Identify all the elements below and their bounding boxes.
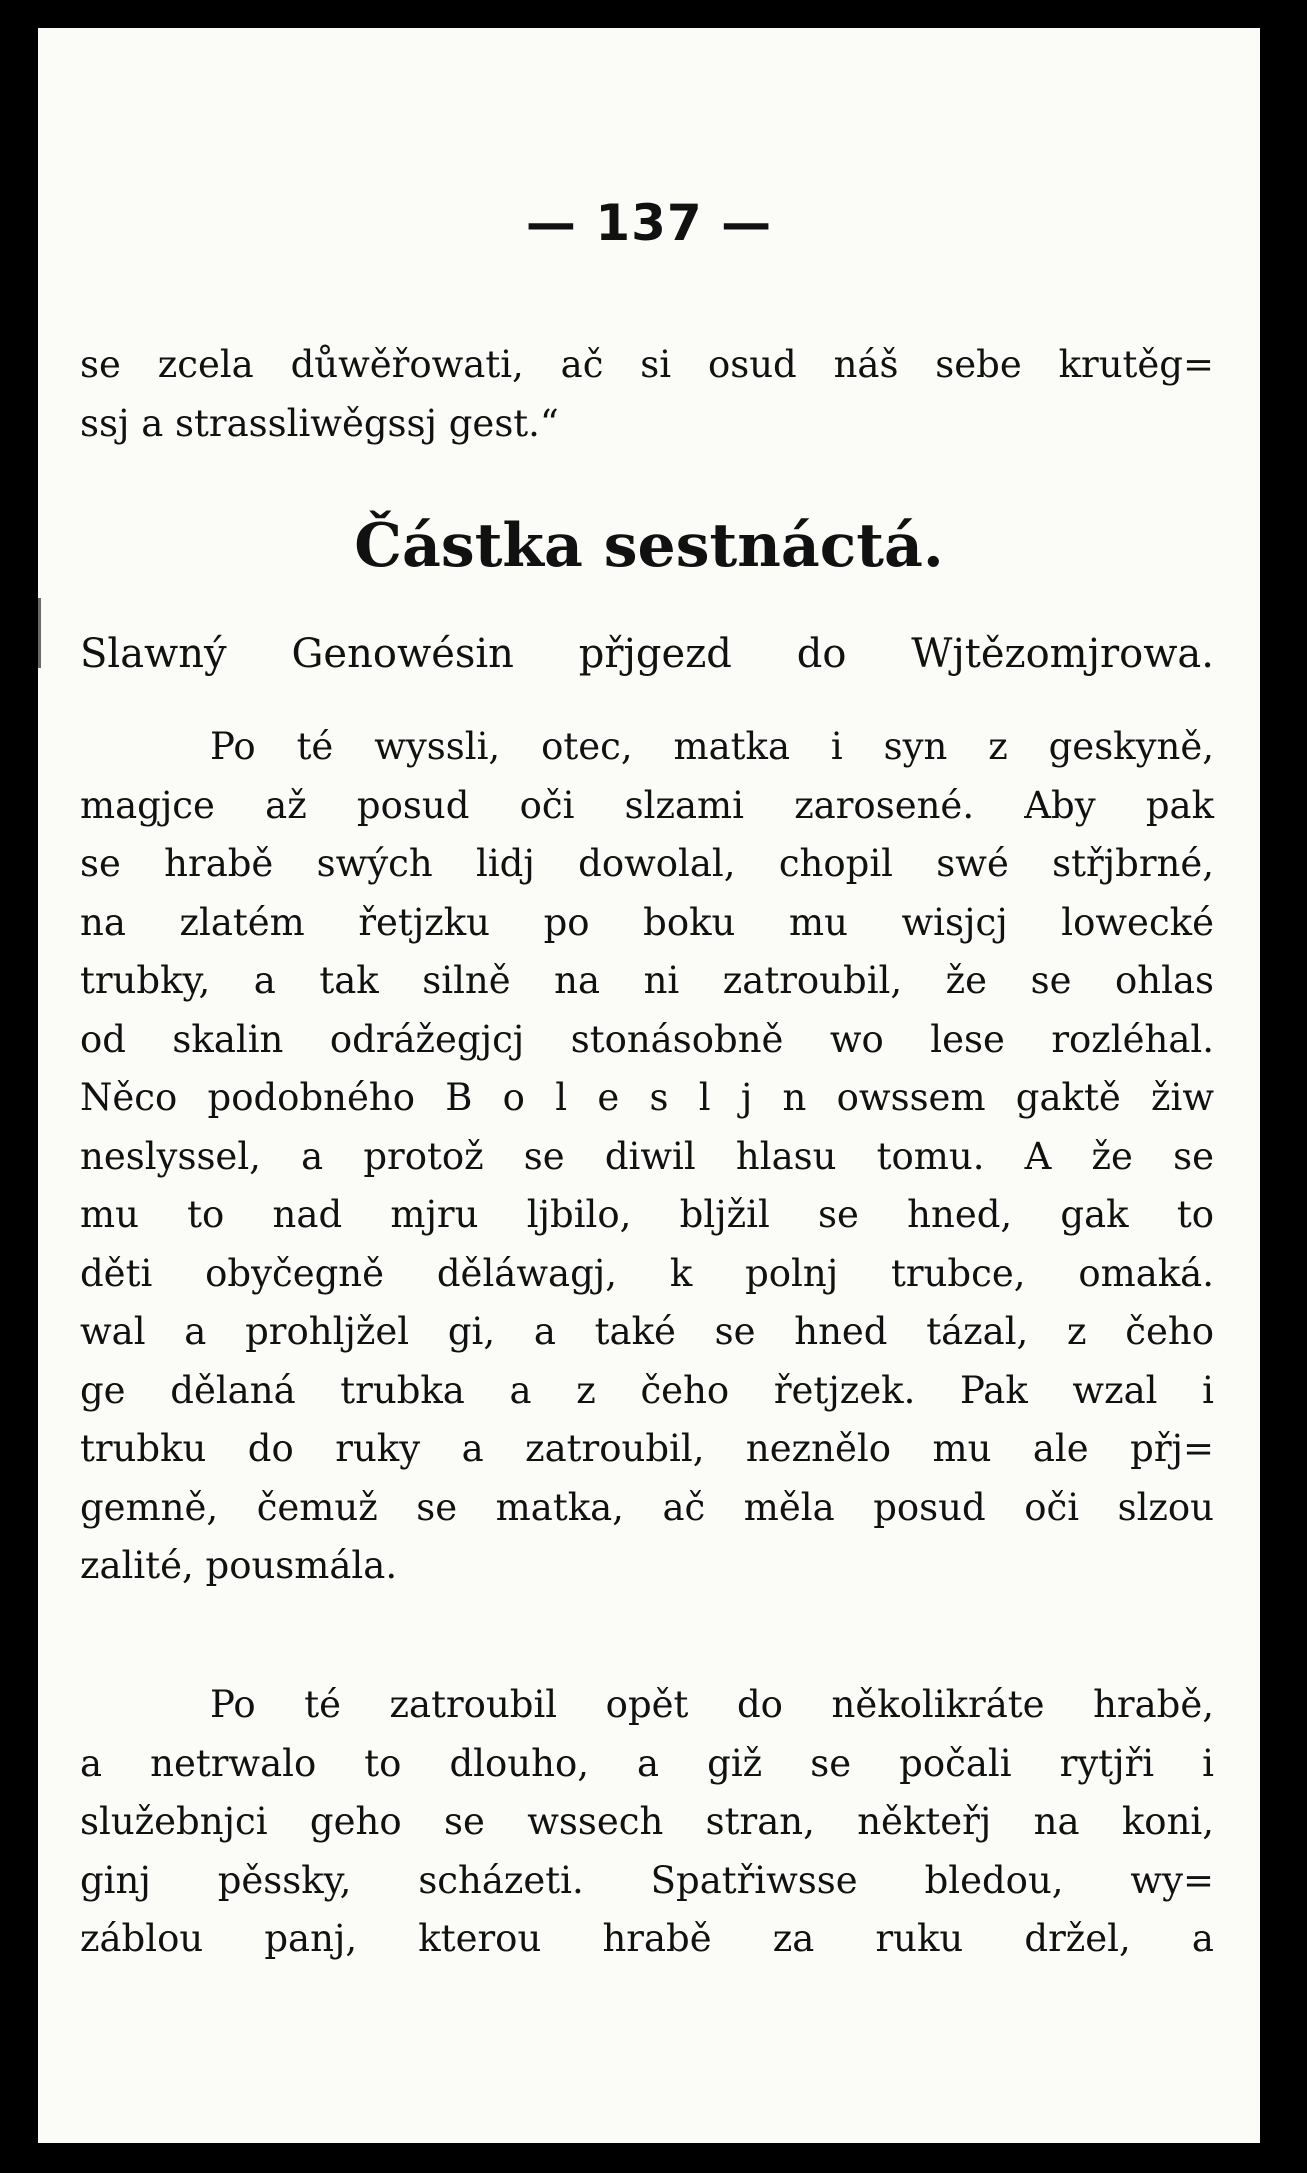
intro-text [80, 336, 1214, 453]
text-line: wal a prohljžel gi, a také se hned tázal, z čeho [80, 1310, 1214, 1353]
text-line: mu to nad mjru ljbilo, bljžil se hned, gak to [80, 1193, 1214, 1236]
book-page [38, 28, 1260, 2143]
text-line: Po té zatroubil opět do několikráte hrabě, [210, 1683, 1214, 1726]
text-line: se zcela důwěřowati, ač si osud náš sebe krutěg= [80, 343, 1214, 386]
text-line: služebnjci geho se wssech stran, někteřj na koni, [80, 1800, 1214, 1843]
text-line: neslyssel, a protož se diwil hlasu tomu. A že se [80, 1134, 1214, 1178]
text-line: ginj pěssky, scházeti. Spatřiwsse bledou, wy= [80, 1858, 1214, 1902]
text-line: Po té wyssli, otec, matka i syn z geskyně, [210, 725, 1214, 768]
text-line: záblou panj, kterou hrabě za ruku držel, a [80, 1917, 1214, 1960]
text-line: gemně, čemuž se matka, ač měla posud oči slzou [80, 1485, 1214, 1529]
paragraph-1 [80, 718, 1214, 1596]
text-line: na zlatém řetjzku po boku mu wisjcj lowecké [80, 900, 1214, 944]
text-line: děti obyčegně děláwagj, k polnj trubce, omaká. [80, 1251, 1214, 1295]
text-line: ge dělaná trubka a z čeho řetjzek. Pak wzal i [80, 1368, 1214, 1412]
text-line: se hrabě swých lidj dowolal, chopil swé střjbrné, [80, 842, 1214, 885]
text-line: trubku do ruky a zatroubil, neznělo mu ale přj= [80, 1427, 1214, 1470]
page-number: — 137 — [525, 194, 773, 252]
scan-edge-mark [38, 598, 41, 668]
text-line: Něco podobného B o l e s l j n owssem gaktě žiw [80, 1076, 1214, 1119]
text-line: a netrwalo to dlouho, a giž se počali rytjři i [80, 1741, 1214, 1785]
chapter-title: Částka sestnáctá. [354, 511, 944, 581]
text-line: trubky, a tak silně na ni zatroubil, že se ohlas [80, 959, 1214, 1002]
text-line: zalité, pousmála. [80, 1544, 398, 1587]
chapter-subtitle: Slawný Genowésin přjgezd do Wjtězomjrowa. [80, 631, 1214, 677]
text-line: od skalin odrážegjcj stonásobně wo lese rozléhal. [80, 1017, 1214, 1061]
paragraph-2 [80, 1676, 1214, 1969]
text-line: ssj a strassliwěgssj gest.“ [80, 401, 559, 445]
text-line: magjce až posud oči slzami zarosené. Aby pak [80, 783, 1214, 827]
